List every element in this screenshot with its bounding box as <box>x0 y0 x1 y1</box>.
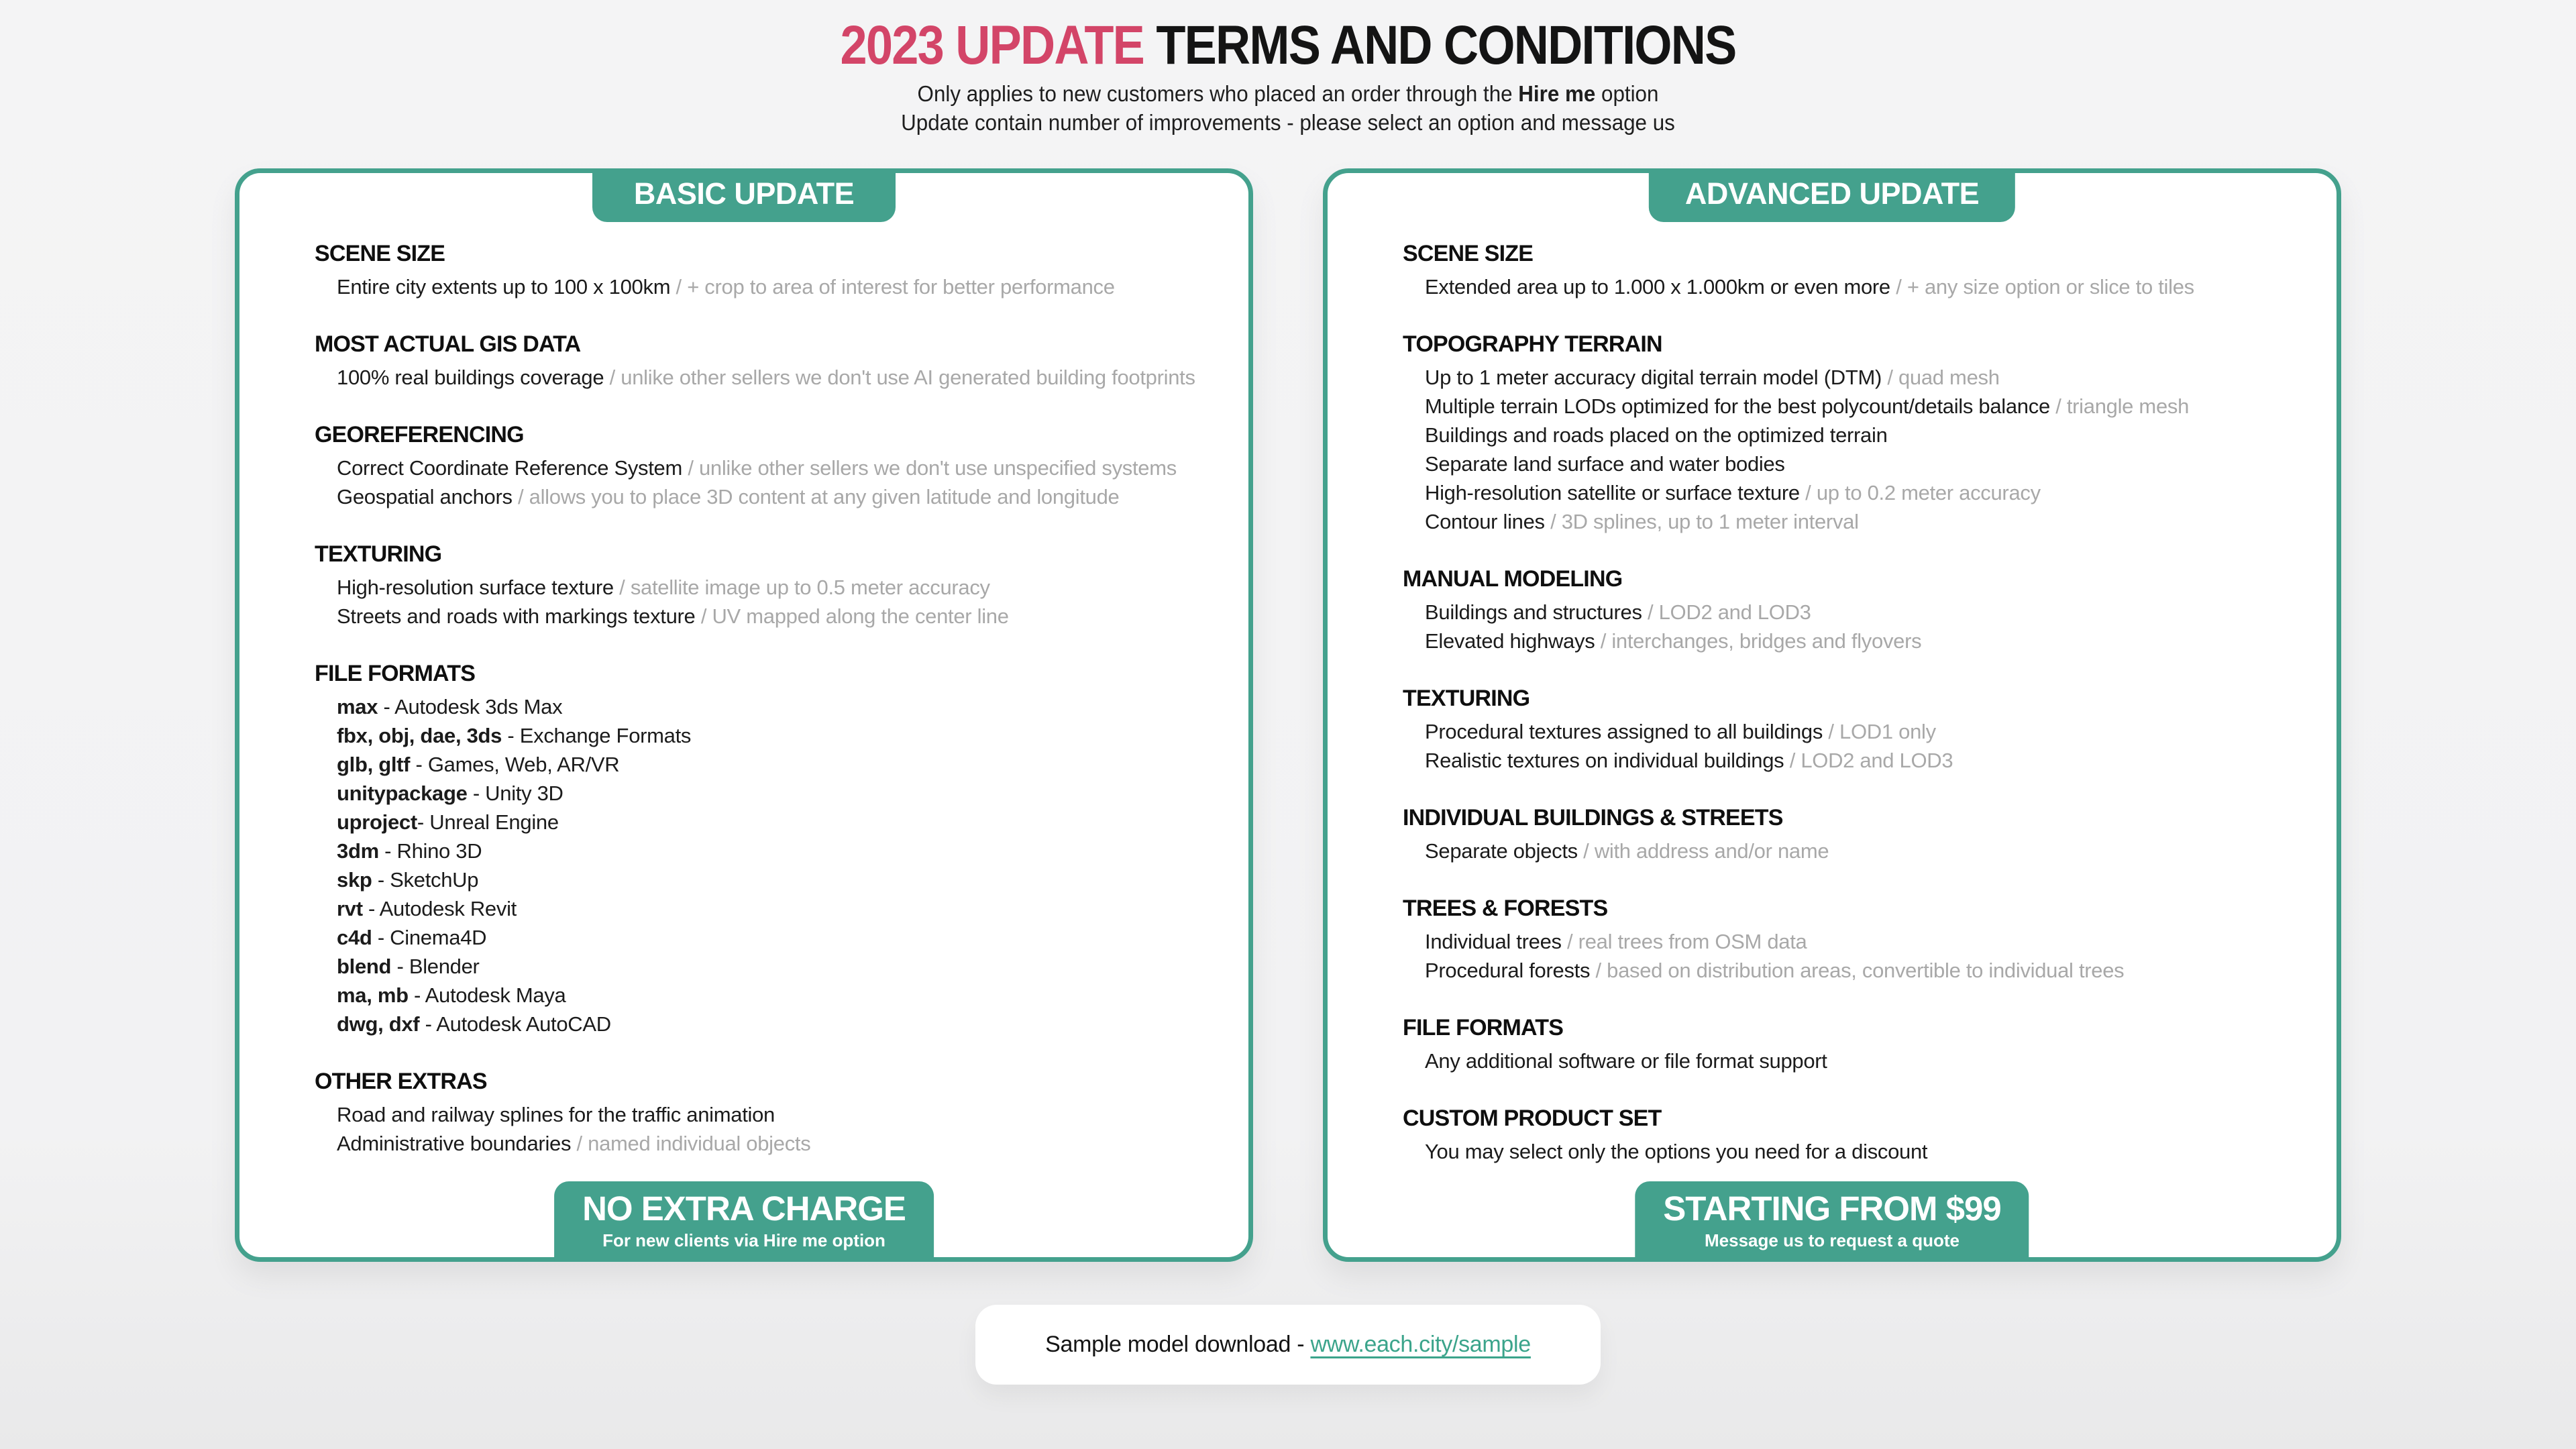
price-badge-advanced-update <box>1635 1181 2029 1262</box>
subtitle-line-1: Only applies to new customers who placed an order through the Hire me option <box>917 80 1659 106</box>
section-heading: FILE FORMATS <box>1403 1014 1564 1040</box>
sample-download-pill <box>975 1305 1601 1385</box>
feature-text: 100% real buildings coverage <box>337 365 604 389</box>
feature-text: Correct Coordinate Reference System <box>337 455 683 480</box>
feature-text: Individual trees <box>1425 929 1562 953</box>
format-extension: glb, gltf <box>337 752 411 776</box>
feature-item <box>1425 837 2294 865</box>
feature-item <box>1425 507 2294 536</box>
format-extension: max <box>337 694 378 718</box>
feature-note: / LOD2 and LOD3 <box>1642 600 1811 624</box>
feature-text: Up to 1 meter accuracy digital terrain model (DTM) <box>1425 365 1882 389</box>
feature-item <box>337 721 1205 750</box>
feature-item <box>337 981 1205 1010</box>
feature-text: Procedural forests <box>1425 958 1591 982</box>
price-badge-subtitle: For new clients via Hire me option <box>602 1230 885 1250</box>
feature-text: Any additional software or file format support <box>1425 1049 1827 1073</box>
feature-item <box>337 1010 1205 1038</box>
format-application: - Unity 3D <box>467 781 564 805</box>
price-badge-basic-update <box>554 1181 934 1262</box>
feature-note: / + crop to area of interest for better performance <box>670 275 1114 299</box>
feature-item <box>1425 627 2294 655</box>
feature-note: / satellite image up to 0.5 meter accuracy <box>614 576 990 599</box>
cards-row <box>0 168 2576 1262</box>
section-heading: TEXTURING <box>1403 685 1530 711</box>
format-application: - Unreal Engine <box>417 810 559 834</box>
feature-item <box>337 750 1205 779</box>
section-heading: OTHER EXTRAS <box>315 1068 487 1094</box>
feature-item <box>337 363 1205 392</box>
page-footer <box>0 1305 2576 1385</box>
feature-text: Contour lines <box>1425 509 1545 533</box>
feature-text: Buildings and roads placed on the optimized terrain <box>1425 423 1888 447</box>
feature-item <box>337 573 1205 602</box>
section-heading: MOST ACTUAL GIS DATA <box>315 331 581 357</box>
format-extension: skp <box>337 867 372 892</box>
feature-item <box>1425 478 2294 507</box>
format-extension: 3dm <box>337 839 379 863</box>
feature-item <box>337 952 1205 981</box>
feature-item <box>1425 392 2294 421</box>
feature-item <box>1425 363 2294 392</box>
feature-item <box>1425 1137 2294 1166</box>
feature-note: / LOD2 and LOD3 <box>1784 749 1953 772</box>
feature-note: / LOD1 only <box>1823 720 1936 743</box>
sample-download-label: Sample model download - <box>1045 1331 1311 1357</box>
format-application: - Blender <box>391 954 480 978</box>
feature-item <box>1425 421 2294 449</box>
card-advanced-update <box>1323 168 2341 1262</box>
feature-item <box>1425 717 2294 746</box>
section-heading: SCENE SIZE <box>315 240 445 266</box>
format-application: - SketchUp <box>372 867 479 892</box>
format-extension: unitypackage <box>337 781 468 805</box>
feature-text: Road and railway splines for the traffic animation <box>337 1102 775 1126</box>
feature-item <box>337 1100 1205 1129</box>
hire-me-emphasis: Hire me <box>1518 80 1596 106</box>
card-basic-update <box>235 168 1253 1262</box>
feature-text: Procedural textures assigned to all buildings <box>1425 719 1823 743</box>
feature-note: / real trees from OSM data <box>1562 930 1807 953</box>
feature-item <box>337 482 1205 511</box>
card-content <box>1328 173 2337 1166</box>
feature-text: Streets and roads with markings texture <box>337 604 696 628</box>
feature-text: Separate land surface and water bodies <box>1425 451 1785 476</box>
feature-item <box>337 1129 1205 1158</box>
feature-item <box>337 779 1205 808</box>
feature-item <box>1425 927 2294 956</box>
feature-note: / named individual objects <box>571 1132 810 1155</box>
section-heading: TREES & FORESTS <box>1403 895 1608 921</box>
feature-text: High-resolution surface texture <box>337 575 614 599</box>
feature-text: Geospatial anchors <box>337 484 513 508</box>
feature-text: High-resolution satellite or surface texture <box>1425 480 1800 504</box>
section-heading: GEOREFERENCING <box>315 421 524 447</box>
feature-item <box>1425 272 2294 301</box>
format-application: - Autodesk Revit <box>362 896 517 920</box>
feature-text: Extended area up to 1.000 x 1.000km or even more <box>1425 274 1890 299</box>
format-application: - Autodesk 3ds Max <box>378 694 563 718</box>
feature-note: / UV mapped along the center line <box>696 604 1009 628</box>
feature-text: Separate objects <box>1425 839 1578 863</box>
feature-note: / triangle mesh <box>2050 394 2189 418</box>
card-header-tab-advanced-update: ADVANCED UPDATE <box>1649 168 2015 222</box>
format-application: - Games, Web, AR/VR <box>410 752 620 776</box>
format-application: - Autodesk AutoCAD <box>419 1012 611 1036</box>
feature-note: / + any size option or slice to tiles <box>1890 275 2194 299</box>
section-heading: INDIVIDUAL BUILDINGS & STREETS <box>1403 804 1783 830</box>
section-heading: CUSTOM PRODUCT SET <box>1403 1105 1662 1131</box>
feature-note: / 3D splines, up to 1 meter interval <box>1545 510 1859 533</box>
format-application: - Rhino 3D <box>378 839 482 863</box>
feature-note: / interchanges, bridges and flyovers <box>1595 629 1921 653</box>
feature-item <box>337 923 1205 952</box>
section-heading: TOPOGRAPHY TERRAIN <box>1403 331 1662 357</box>
feature-text: Realistic textures on individual buildings <box>1425 748 1784 772</box>
feature-note: / with address and/or name <box>1578 839 1829 863</box>
section-heading: SCENE SIZE <box>1403 240 1534 266</box>
feature-text: Multiple terrain LODs optimized for the best polycount/details balance <box>1425 394 2050 418</box>
sample-download-link[interactable]: www.each.city/sample <box>1310 1331 1531 1357</box>
format-extension: ma, mb <box>337 983 409 1007</box>
feature-note: / based on distribution areas, convertible to individual trees <box>1590 959 2124 982</box>
feature-item <box>1425 449 2294 478</box>
feature-note: / quad mesh <box>1882 366 2000 389</box>
feature-item <box>337 894 1205 923</box>
feature-note: / allows you to place 3D content at any given latitude and longitude <box>513 485 1120 508</box>
feature-note: / up to 0.2 meter accuracy <box>1800 481 2041 504</box>
feature-item <box>337 602 1205 631</box>
format-extension: rvt <box>337 896 363 920</box>
page-subtitle <box>64 79 2512 138</box>
format-extension: c4d <box>337 925 372 949</box>
section-heading: MANUAL MODELING <box>1403 566 1623 592</box>
price-badge-title: STARTING FROM $99 <box>1663 1189 2001 1228</box>
feature-item <box>337 808 1205 837</box>
feature-note: / unlike other sellers we don't use unspecified systems <box>682 456 1177 480</box>
feature-item <box>337 865 1205 894</box>
format-extension: uproject <box>337 810 417 834</box>
section-heading: FILE FORMATS <box>315 660 476 686</box>
feature-item <box>337 272 1205 301</box>
feature-note: / unlike other sellers we don't use AI generated building footprints <box>604 366 1195 389</box>
feature-text: Entire city extents up to 100 x 100km <box>337 274 671 299</box>
page-title <box>154 17 2421 74</box>
price-badge-subtitle: Message us to request a quote <box>1705 1230 1960 1250</box>
card-header-tab-basic-update: BASIC UPDATE <box>592 168 896 222</box>
format-extension: blend <box>337 954 392 978</box>
feature-text: Elevated highways <box>1425 629 1595 653</box>
subtitle-line-2: Update contain number of improvements - please select an option and message us <box>901 110 1675 136</box>
format-application: - Autodesk Maya <box>408 983 566 1007</box>
feature-text: Buildings and structures <box>1425 600 1642 624</box>
feature-item <box>1425 1046 2294 1075</box>
feature-text: Administrative boundaries <box>337 1131 572 1155</box>
feature-item <box>1425 746 2294 775</box>
price-badge-title: NO EXTRA CHARGE <box>582 1189 906 1228</box>
title-highlight: 2023 UPDATE <box>840 15 1144 76</box>
title-rest: TERMS AND CONDITIONS <box>1144 15 1736 76</box>
format-extension: fbx, obj, dae, 3ds <box>337 723 502 747</box>
card-content <box>239 173 1248 1158</box>
format-extension: dwg, dxf <box>337 1012 420 1036</box>
format-application: - Exchange Formats <box>502 723 692 747</box>
feature-item <box>1425 598 2294 627</box>
feature-item <box>1425 956 2294 985</box>
feature-item <box>337 837 1205 865</box>
page-header <box>0 0 2576 138</box>
feature-item <box>337 692 1205 721</box>
format-application: - Cinema4D <box>372 925 487 949</box>
section-heading: TEXTURING <box>315 541 442 567</box>
feature-item <box>337 453 1205 482</box>
feature-text: You may select only the options you need for a discount <box>1425 1139 1928 1163</box>
